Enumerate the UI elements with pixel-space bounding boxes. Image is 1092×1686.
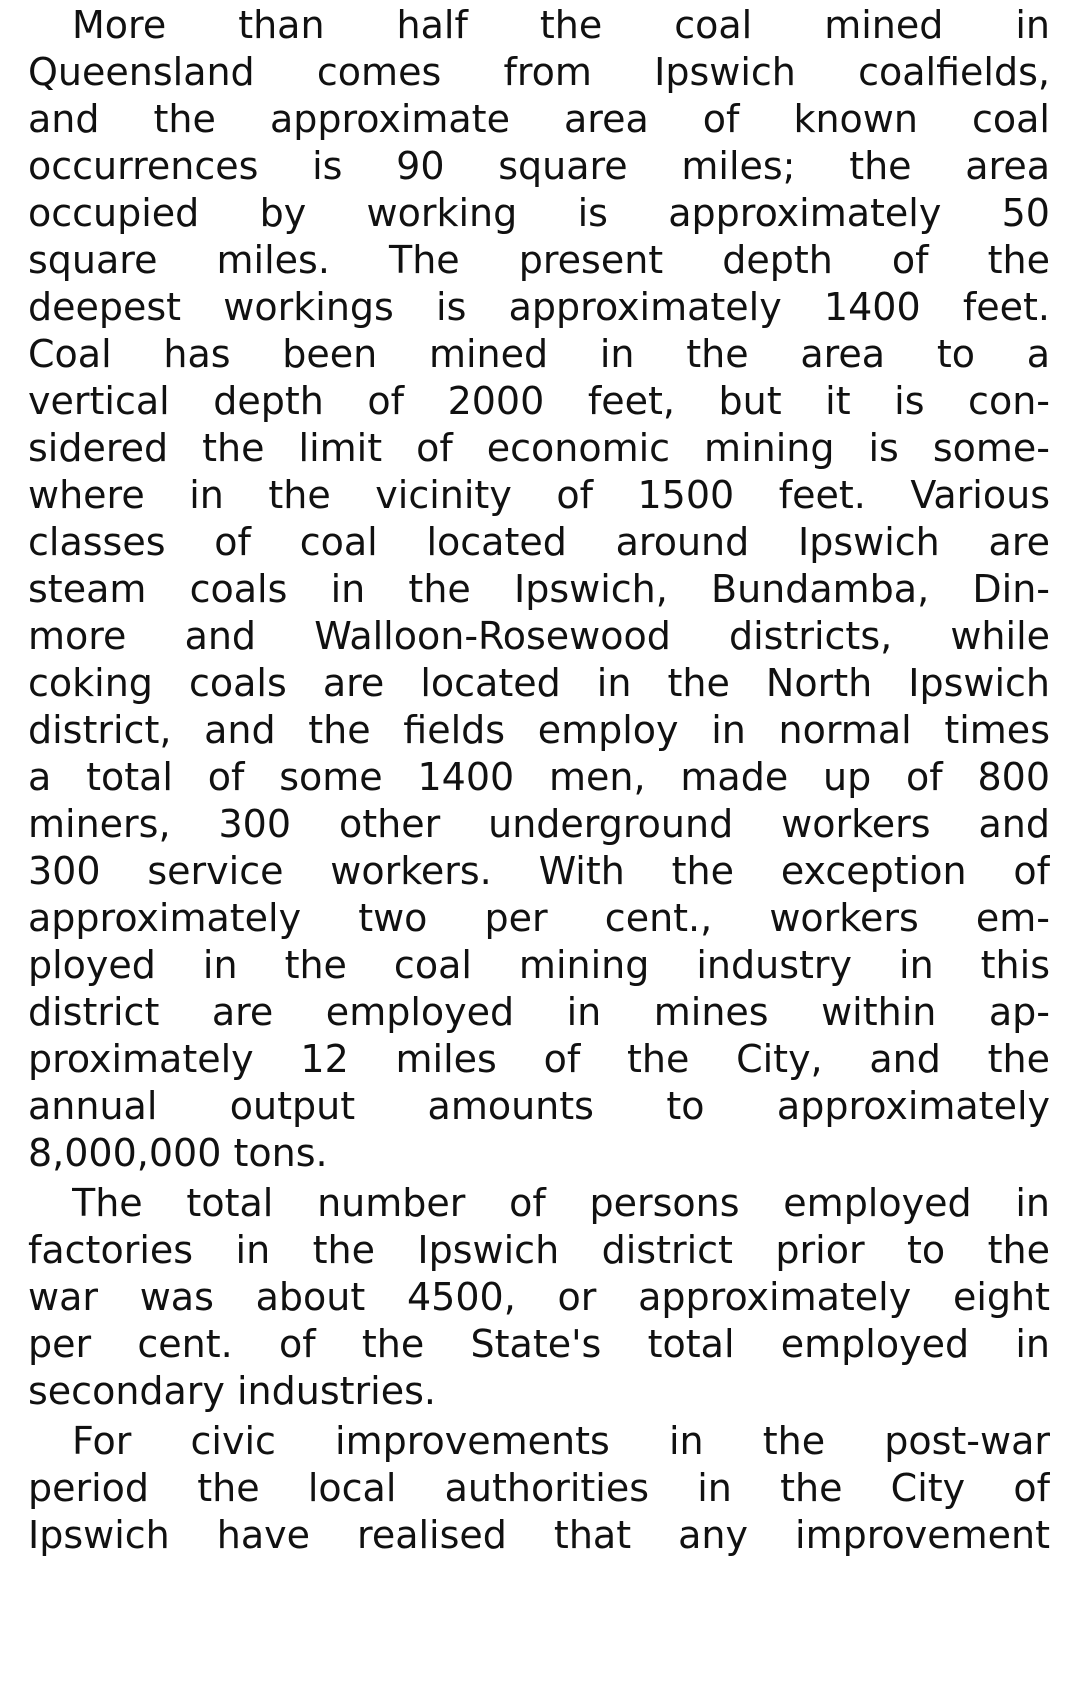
text-line: period the local authorities in the City of <box>28 1466 1050 1510</box>
text-line: and the approximate area of known coal <box>28 97 1050 141</box>
text-line: square miles. The present depth of the <box>28 238 1050 282</box>
text-line: Ipswich have realised that any improvement <box>28 1513 1050 1557</box>
text-line: secondary industries. <box>28 1369 436 1413</box>
text-line: occurrences is 90 square miles; the area <box>28 144 1050 188</box>
text-line: a total of some 1400 men, made up of 800 <box>28 755 1050 799</box>
text-line: deepest workings is approximately 1400 feet. <box>28 285 1050 329</box>
text-line: coking coals are located in the North Ipswich <box>28 661 1050 705</box>
text-line: war was about 4500, or approximately eight <box>28 1275 1050 1319</box>
text-line: 8,000,000 tons. <box>28 1131 328 1175</box>
text-line: per cent. of the State's total employed in <box>28 1322 1050 1366</box>
text-line: Coal has been mined in the area to a <box>28 332 1050 376</box>
text-line: 300 service workers. With the exception of <box>28 849 1050 893</box>
text-line: The total number of persons employed in <box>72 1181 1050 1225</box>
text-line: sidered the limit of economic mining is some- <box>28 426 1050 470</box>
text-line: proximately 12 miles of the City, and the <box>28 1037 1050 1081</box>
text-line: approximately two per cent., workers em- <box>28 896 1050 940</box>
text-line: miners, 300 other underground workers and <box>28 802 1050 846</box>
text-line: factories in the Ipswich district prior to the <box>28 1228 1050 1272</box>
text-line: vertical depth of 2000 feet, but it is con- <box>28 379 1050 423</box>
text-line: steam coals in the Ipswich, Bundamba, Din- <box>28 567 1050 611</box>
text-line: For civic improvements in the post-war <box>72 1419 1050 1463</box>
text-line: where in the vicinity of 1500 feet. Various <box>28 473 1050 517</box>
text-line: district, and the fields employ in normal times <box>28 708 1050 752</box>
text-line: district are employed in mines within ap- <box>28 990 1050 1034</box>
text-line: more and Walloon-Rosewood districts, while <box>28 614 1050 658</box>
text-line: ployed in the coal mining industry in this <box>28 943 1050 987</box>
text-line: Queensland comes from Ipswich coalfields, <box>28 50 1050 94</box>
text-line: annual output amounts to approximately <box>28 1084 1050 1128</box>
text-line: classes of coal located around Ipswich are <box>28 520 1050 564</box>
text-line: More than half the coal mined in <box>72 3 1050 47</box>
text-line: occupied by working is approximately 50 <box>28 191 1050 235</box>
